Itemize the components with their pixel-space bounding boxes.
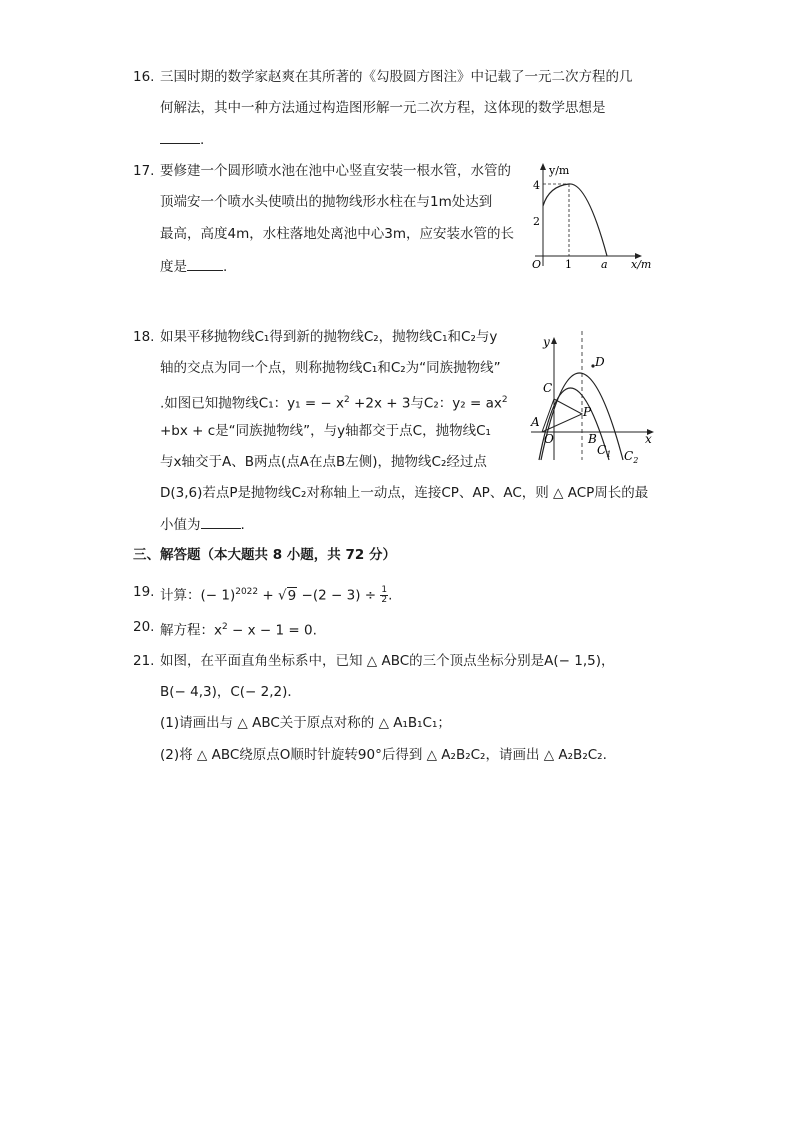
q19-period: . bbox=[388, 587, 393, 604]
q17-origin: O bbox=[532, 258, 542, 271]
frac-numerator: 1 bbox=[381, 585, 388, 595]
q18-line-3 bbox=[160, 390, 508, 414]
q18-y-arrow bbox=[551, 337, 557, 344]
q18-label-b: B bbox=[588, 432, 597, 446]
q17-tick-a: a bbox=[601, 258, 608, 271]
answer-blank[interactable] bbox=[160, 129, 200, 144]
q18-parabola-graph bbox=[527, 326, 667, 466]
q20-exponent: 2 bbox=[222, 622, 228, 632]
q18-triangle bbox=[542, 399, 582, 432]
q19-sqrt-arg: 9 bbox=[287, 587, 297, 604]
q21-line-1: 如图，在平面直角坐标系中，已知 △ ABC的三个顶点坐标分别是A(− 1,5)， bbox=[160, 653, 615, 669]
q16-line-2: 何解法，其中一种方法通过构造图形解一元二次方程，这体现的数学思想是 bbox=[160, 100, 606, 116]
q17-tick-1: 1 bbox=[565, 258, 572, 271]
q18-line-7 bbox=[160, 514, 245, 535]
q18-line-1: 如果平移抛物线C₁得到新的抛物线C₂，抛物线C₁和C₂与y bbox=[160, 329, 498, 345]
q18-label-c: C bbox=[543, 381, 553, 395]
q17-line-2: 顶端安一个喷水头使喷出的抛物线形水柱在与1m处达到 bbox=[160, 194, 493, 210]
q18-line-4: +bx + c是“同族抛物线”，与y轴都交于点C，抛物线C₁ bbox=[160, 423, 491, 439]
q18-line-2: 轴的交点为同一个点，则称抛物线C₁和C₂为“同族抛物线” bbox=[160, 360, 501, 376]
q17-line-1: 要修建一个圆形喷水池在池中心竖直安装一根水管，水管的 bbox=[160, 163, 511, 179]
q18-label-o: O bbox=[544, 432, 554, 446]
question-number-17: 17. bbox=[133, 163, 155, 179]
q21-part-2: (2)将 △ ABC绕原点O顺时针旋转90°后得到 △ A₂B₂C₂，请画出 △ A₂B₂C₂. bbox=[160, 747, 607, 763]
q17-tick-2: 2 bbox=[533, 215, 540, 228]
q20-part-b: − x − 1 = 0. bbox=[227, 622, 317, 639]
q17-x-label: x/m bbox=[631, 258, 652, 271]
q20-part-a: 解方程：x bbox=[160, 622, 222, 639]
q18-line-6: D(3,6)若点P是抛物线C₂对称轴上一动点，连接CP、AP、AC，则 △ ACP周长的最 bbox=[160, 485, 649, 501]
section-heading: 三、解答题（本大题共 8 小题，共 72 分） bbox=[133, 547, 396, 563]
q18-period: . bbox=[240, 517, 245, 533]
q17-parabola bbox=[543, 184, 607, 256]
q19-fraction bbox=[380, 586, 388, 605]
q18-line-3a: .如图已知抛物线C₁：y₁ = − x bbox=[160, 395, 345, 412]
q21-part-1: (1)请画出与 △ ABC关于原点对称的 △ A₁B₁C₁； bbox=[160, 715, 451, 731]
q18-label-d: D bbox=[595, 355, 605, 369]
question-number-19: 19. bbox=[133, 584, 155, 600]
q19-exponent: 2022 bbox=[235, 587, 259, 597]
question-number-16: 16. bbox=[133, 69, 155, 85]
q17-period: . bbox=[223, 259, 228, 275]
q16-line-1: 三国时期的数学家赵爽在其所著的《勾股圆方图注》中记载了一元二次方程的几 bbox=[160, 69, 633, 85]
q18-label-a: A bbox=[531, 415, 540, 429]
q18-exp-2: 2 bbox=[501, 395, 508, 405]
q18-line-5: 与x轴交于A、B两点(点A在点B左侧)，抛物线C₂经过点 bbox=[160, 454, 487, 470]
sqrt-sign: √ bbox=[278, 587, 287, 604]
q19-part-b: + bbox=[258, 587, 279, 604]
q17-tick-4: 4 bbox=[533, 179, 540, 192]
q17-line-3: 最高，高度4m，水柱落地处离池中心3m，应安装水管的长 bbox=[160, 226, 514, 242]
q19-part-c: −(2 − 3) ÷ bbox=[297, 587, 381, 604]
answer-blank[interactable] bbox=[201, 514, 241, 529]
q17-line-4 bbox=[160, 256, 227, 277]
q18-line-7-text: 小值为 bbox=[160, 517, 201, 533]
q18-label-p: P bbox=[583, 405, 592, 419]
q19-part-a: 计算：(− 1) bbox=[160, 587, 236, 604]
q18-label-c2: $C_2$ bbox=[624, 449, 639, 465]
q18-label-y: y bbox=[543, 335, 550, 349]
frac-denominator: 2 bbox=[381, 595, 388, 605]
q17-parabola-graph bbox=[527, 158, 667, 274]
q17-y-label: y/m bbox=[549, 164, 570, 177]
q18-label-c1: $C_1$ bbox=[597, 443, 612, 459]
answer-blank[interactable] bbox=[187, 256, 223, 271]
question-number-18: 18. bbox=[133, 329, 155, 345]
question-number-20: 20. bbox=[133, 619, 155, 635]
q20-equation bbox=[160, 617, 317, 641]
q16-answer-line bbox=[160, 129, 204, 150]
q18-exp-1: 2 bbox=[344, 395, 350, 405]
q18-line-3b: +2x + 3与C₂：y₂ = ax bbox=[349, 395, 502, 412]
q18-label-x: x bbox=[645, 432, 652, 446]
q19-expression bbox=[160, 582, 392, 606]
q17-line-4-text: 度是 bbox=[160, 259, 187, 275]
q21-line-2: B(− 4,3)，C(− 2,2)． bbox=[160, 684, 301, 700]
question-number-21: 21. bbox=[133, 653, 155, 669]
q16-period: . bbox=[200, 132, 205, 148]
q17-y-arrow bbox=[540, 163, 546, 170]
